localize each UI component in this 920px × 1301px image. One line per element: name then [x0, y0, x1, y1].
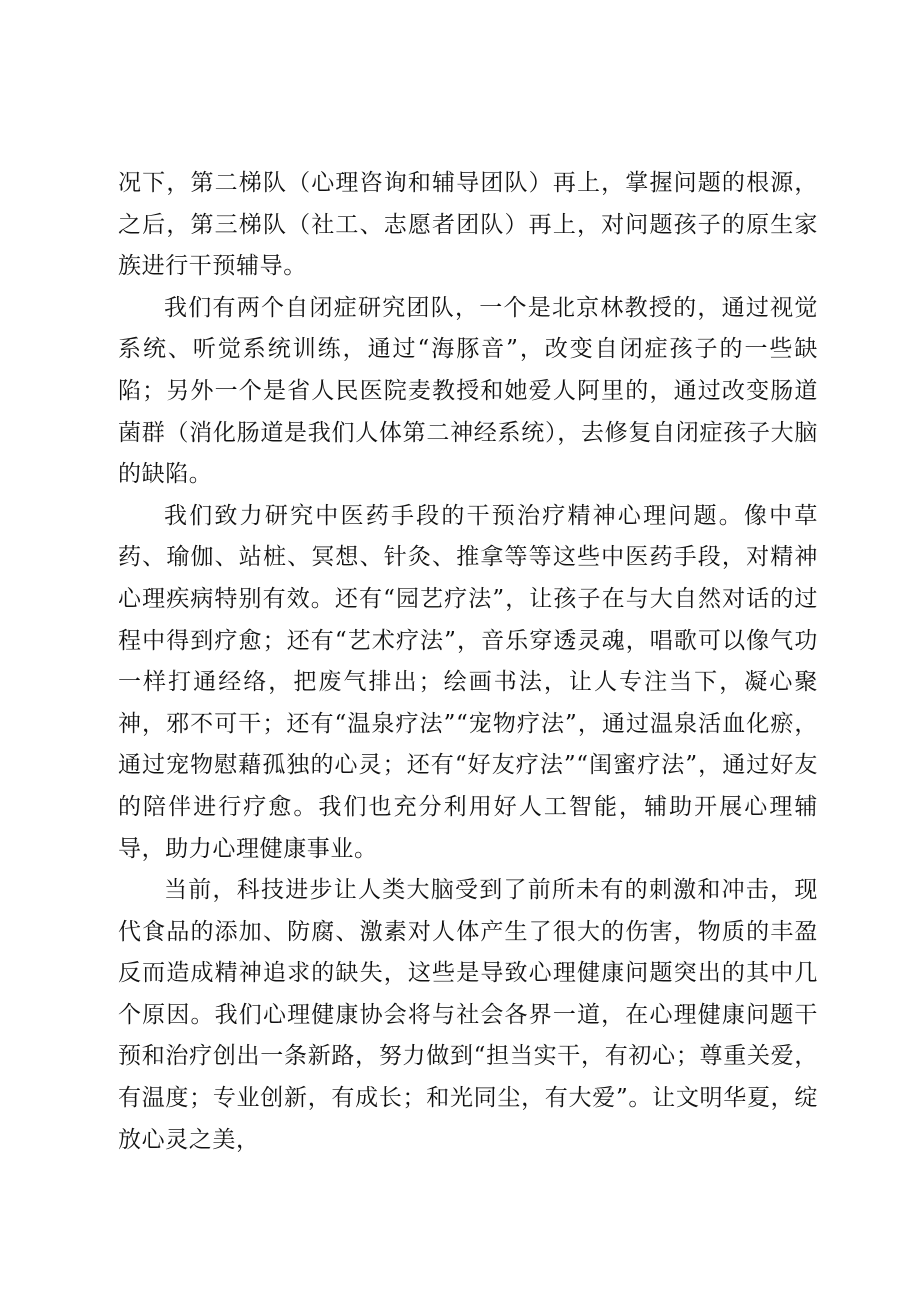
- paragraph-autism-research: 我们有两个自闭症研究团队，一个是北京林教授的，通过视觉系统、听觉系统训练，通过“海豚音”，改变自闭症孩子的一些缺陷；另外一个是省人民医院麦教授和她爱人阿里的，通过改变肠道菌群（消化肠道是我们人体第二神经系统），去修复自闭症孩子大脑的缺陷。: [118, 294, 818, 488]
- paragraph-current-situation: 当前，科技进步让人类大脑受到了前所未有的刺激和冲击，现代食品的添加、防腐、激素对人体产生了很大的伤害，物质的丰盈反而造成精神追求的缺失，这些是导致心理健康问题突出的其中几个原因。我们心理健康协会将与社会各界一道，在心理健康问题干预和治疗创出一条新路，努力做到“担当实干，有初心；尊重关爱，有温度；专业创新，有成长；和光同尘，有大爱”。让文明华夏，绽放心灵之美，: [118, 877, 818, 1153]
- paragraph-tcm-therapies: 我们致力研究中医药手段的干预治疗精神心理问题。像中草药、瑜伽、站桩、冥想、针灸、推拿等等这些中医药手段，对精神心理疾病特别有效。还有“园艺疗法”，让孩子在与大自然对话的过程中得到疗愈；还有“艺术疗法”，音乐穿透灵魂，唱歌可以像气功一样打通经络，把废气排出；绘画书法，让人专注当下，凝心聚神，邪不可干；还有“温泉疗法”“宠物疗法”，通过温泉活血化瘀，通过宠物慰藉孤独的心灵；还有“好友疗法”“闺蜜疗法”，通过好友的陪伴进行疗愈。我们也充分利用好人工智能，辅助开展心理辅导，助力心理健康事业。: [118, 502, 818, 862]
- document-body: [118, 163, 818, 1161]
- paragraph-continuation: 况下，第二梯队（心理咨询和辅导团队）再上，掌握问题的根源，之后，第三梯队（社工、志愿者团队）再上，对问题孩子的原生家族进行干预辅导。: [118, 170, 818, 280]
